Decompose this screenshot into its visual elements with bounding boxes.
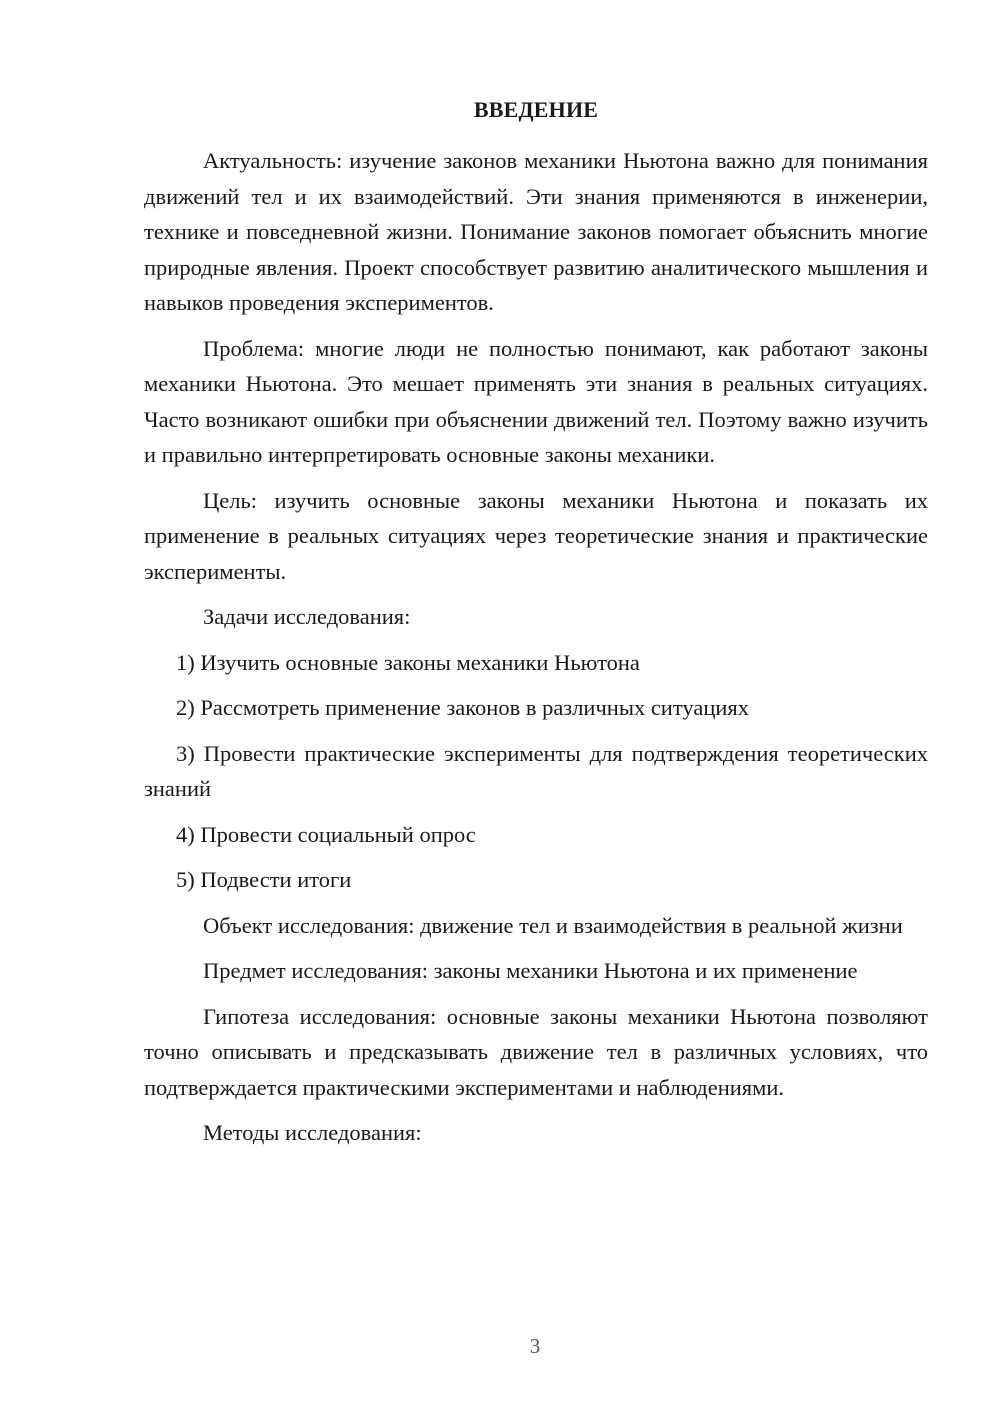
paragraph-object: Объект исследования: движение тел и взаимодействия в реальной жизни: [203, 912, 903, 938]
task-item: 2) Рассмотреть применение законов в различных ситуациях: [176, 695, 750, 720]
paragraph-tasks-label: Задачи исследования:: [203, 604, 411, 629]
paragraph-hypothesis: Гипотеза исследования: основные законы механики Ньютона позволяют точно описывать и предсказывать движение тел в различных условиях, что подтверждается практическими экспериментами и наблюдениями.: [144, 1003, 928, 1100]
task-item: 1) Изучить основные законы механики Ньютона: [176, 649, 640, 675]
text-area: [144, 95, 928, 1161]
paragraph-subject: Предмет исследования: законы механики Ньютона и их применение: [203, 958, 858, 983]
paragraph-goal: Цель: изучить основные законы механики Ньютона и показать их применение в реальных ситуациях через теоретические знания и практические эксперименты.: [144, 487, 928, 584]
task-item: 5) Подвести итоги: [176, 867, 352, 892]
page-number: 3: [529, 1334, 541, 1358]
task-item: 3) Провести практические эксперименты для подтверждения теоретических знаний: [144, 740, 928, 801]
paragraph-relevance: Актуальность: изучение законов механики Ньютона важно для понимания движений тел и их взаимодействий. Эти знания применяются в инженерии, технике и повседневной жизни. Понимание законов помогает объяснить многие природные явления. Проект способствует развитию аналитического мышления и навыков проведения экспериментов.: [144, 148, 928, 315]
section-heading: ВВЕДЕНИЕ: [473, 97, 599, 122]
paragraph-problem: Проблема: многие люди не полностью понимают, как работают законы механики Ньютона. Это мешает применять эти знания в реальных ситуациях. Часто возникают ошибки при объяснении движений тел. Поэтому важно изучить и правильно интерпретировать основные законы механики.: [144, 335, 928, 467]
paragraph-methods-label: Методы исследования:: [203, 1120, 422, 1145]
task-item: 4) Провести социальный опрос: [176, 821, 476, 847]
